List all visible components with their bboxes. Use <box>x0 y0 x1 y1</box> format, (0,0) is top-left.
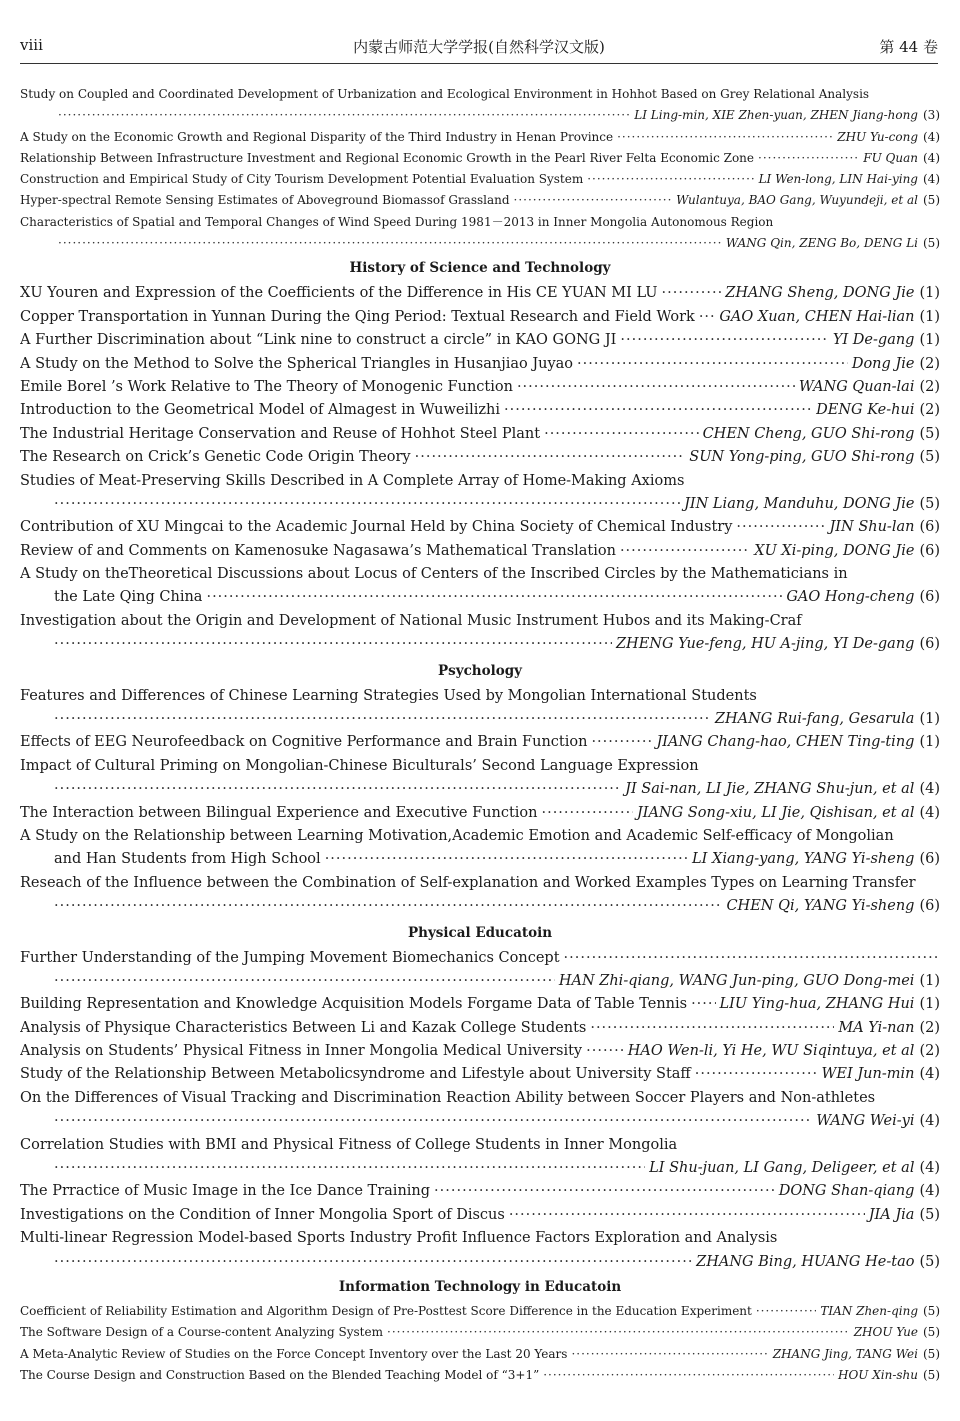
entry-issue: (1) <box>919 332 940 349</box>
entry-authors: WEI Jun-min <box>821 1066 915 1083</box>
entry-title: Contribution of XU Mingcai to the Academic Journal Held by China Society of Chemical Industry <box>20 519 733 536</box>
toc-entry <box>20 1344 940 1365</box>
toc-entry <box>20 1365 940 1386</box>
entry-issue: (4) <box>923 129 940 144</box>
entry-authors: ZHANG Jing, TANG Wei <box>772 1346 918 1361</box>
entry-issue: (6) <box>919 589 940 606</box>
entry-authors: HAO Wen-li, Yi He, WU Siqintuya, et al <box>627 1043 915 1060</box>
toc-entry <box>20 127 940 148</box>
toc-entry <box>20 1040 940 1063</box>
entry-title: Review of and Comments on Kamenosuke Nagasawa’s Mathematical Translation <box>20 542 616 559</box>
entry-title-cont: and Han Students from High School <box>54 851 321 868</box>
entry-issue: (5) <box>923 1325 940 1340</box>
entry-issue: (5) <box>923 1367 940 1382</box>
toc-section <box>20 685 940 919</box>
toc-entry <box>20 329 940 352</box>
entry-title: Construction and Empirical Study of City Tourism Development Potential Evaluation System <box>20 172 584 187</box>
entry-title: A Meta-Analytic Review of Studies on the Force Concept Inventory over the Last 20 Years <box>20 1346 568 1361</box>
entry-authors: Wulantuya, BAO Gang, Wuyundeji, et al <box>676 193 918 208</box>
toc-entry <box>20 212 940 255</box>
toc-entry <box>20 148 940 169</box>
entry-title: The Course Design and Construction Based on the Blended Teaching Model of “3+1” <box>20 1367 540 1382</box>
section-heading: Physical Educatoin <box>407 924 553 941</box>
entry-issue: (5) <box>923 1304 940 1318</box>
entry-authors: ZHOU Yue <box>853 1325 918 1340</box>
entry-title: Relationship Between Infrastructure Investment and Regional Economic Growth in the Pearl River Felta Economic Zone <box>20 150 754 165</box>
entry-authors: HAN Zhi-qiang, WANG Jun-ping, GUO Dong-mei <box>558 972 915 989</box>
entry-authors: GAO Hong-cheng <box>786 589 915 606</box>
entry-issue: (5) <box>919 425 940 442</box>
table-of-contents <box>20 84 940 1386</box>
entry-authors: LIU Ying-hua, ZHANG Hui <box>719 996 915 1013</box>
toc-entry <box>20 190 940 211</box>
entry-authors: GAO Xuan, CHEN Hai-lian <box>719 308 915 325</box>
entry-authors: WANG Qin, ZENG Bo, DENG Li <box>725 236 918 251</box>
entry-authors: ZHANG Bing, HUANG He-tao <box>696 1253 915 1270</box>
entry-title: A Further Discrimination about “Link nine to construct a circle” in KAO GONG JI <box>20 332 617 349</box>
entry-authors: JIANG Chang-hao, CHEN Ting-ting <box>656 734 915 751</box>
toc-entry <box>20 1204 940 1227</box>
section-heading: Information Technology in Educatoin <box>338 1279 622 1295</box>
section-heading: Psychology <box>437 662 523 679</box>
entry-authors: JIA Jia <box>868 1206 915 1223</box>
entry-title-cont: the Late Qing China <box>54 589 203 606</box>
entry-authors: DENG Ke-hui <box>816 402 915 419</box>
entry-authors: LI Wen-long, LIN Hai-ying <box>758 172 918 187</box>
entry-title: Characteristics of Spatial and Temporal Changes of Wind Speed During 1981－2013 in Inner Mongolia Autonomous Region <box>20 214 774 229</box>
toc-entry <box>20 423 940 446</box>
toc-entry <box>20 1134 940 1181</box>
toc-section <box>20 947 940 1274</box>
entry-authors: WANG Wei-yi <box>816 1113 915 1130</box>
entry-title: Investigations on the Condition of Inner Mongolia Sport of Discus <box>20 1206 505 1223</box>
toc-entry <box>20 376 940 399</box>
toc-entry <box>20 353 940 376</box>
entry-issue: (5) <box>923 236 940 251</box>
toc-entry <box>20 1063 940 1086</box>
entry-issue: (4) <box>919 1066 940 1083</box>
entry-issue: (2) <box>919 1043 940 1060</box>
entry-title: Copper Transportation in Yunnan During the Qing Period: Textual Research and Field Work <box>20 308 695 325</box>
running-header <box>20 36 938 58</box>
entry-issue: (6) <box>919 636 940 653</box>
toc-entry <box>20 685 940 732</box>
entry-issue: (5) <box>919 1206 940 1223</box>
entry-title: Analysis of Physique Characteristics Between Li and Kazak College Students <box>20 1019 587 1036</box>
entry-authors: CHEN Qi, YANG Yi-sheng <box>726 898 915 915</box>
toc-entry <box>20 755 940 802</box>
header-rule <box>20 63 938 64</box>
entry-issue: (6) <box>919 542 940 559</box>
toc-entry <box>20 540 940 563</box>
entry-title: Coefficient of Reliability Estimation and Algorithm Design of Pre-Posttest Score Difference in the Education Experiment <box>20 1304 752 1318</box>
volume-number: 第 44 卷 <box>879 38 938 56</box>
toc-entry <box>20 731 940 754</box>
entry-title: XU Youren and Expression of the Coefficients of the Difference in His CE YUAN MI LU <box>20 285 658 302</box>
toc-entry <box>20 1322 940 1343</box>
toc-entry <box>20 470 940 517</box>
entry-issue: (2) <box>919 378 940 395</box>
entry-authors: FU Quan <box>863 150 918 165</box>
entry-issue: (5) <box>923 1346 940 1361</box>
entry-issue: (4) <box>919 1160 940 1177</box>
entry-authors: JIN Liang, Manduhu, DONG Jie <box>684 495 915 512</box>
entry-issue: (1) <box>919 996 940 1013</box>
entry-issue: (6) <box>919 851 940 868</box>
entry-authors: ZHENG Yue-feng, HU A-jing, YI De-gang <box>615 636 915 653</box>
toc-entry <box>20 84 940 127</box>
entry-title: A Study on the Economic Growth and Regional Disparity of the Third Industry in Henan Province <box>20 129 614 144</box>
entry-authors: LI Xiang-yang, YANG Yi-sheng <box>692 851 915 868</box>
entry-authors: LI Shu-juan, LI Gang, Deligeer, et al <box>649 1160 915 1177</box>
entry-issue: (5) <box>923 193 940 208</box>
entry-issue: (6) <box>919 898 940 915</box>
entry-title: Study of the Relationship Between Metabolicsyndrome and Lifestyle about University Staff <box>20 1066 691 1083</box>
entry-authors: JIANG Song-xiu, LI Jie, Qishisan, et al <box>636 804 915 821</box>
entry-title: The Research on Crick’s Genetic Code Origin Theory <box>20 449 411 466</box>
entry-authors: JIN Shu-lan <box>829 519 915 536</box>
page-number: viii <box>20 36 43 54</box>
toc-entry <box>20 872 940 919</box>
entry-issue: (2) <box>919 1019 940 1036</box>
entry-issue: (1) <box>919 308 940 325</box>
toc-entry <box>20 610 940 657</box>
entry-issue: (4) <box>919 781 940 798</box>
entry-issue: (2) <box>919 402 940 419</box>
entry-authors: ZHU Yu-cong <box>837 129 918 144</box>
toc-entry <box>20 563 940 610</box>
entry-title: Analysis on Students’ Physical Fitness in Inner Mongolia Medical University <box>20 1043 583 1060</box>
entry-issue: (1) <box>919 972 940 989</box>
entry-authors: Dong Jie <box>851 355 915 372</box>
entry-issue: (4) <box>919 804 940 821</box>
toc-entry <box>20 516 940 539</box>
entry-title: On the Differences of Visual Tracking and Discrimination Reaction Ability between Soccer Players and Non-athletes <box>20 1089 876 1106</box>
entry-authors: CHEN Cheng, GUO Shi-rong <box>702 425 915 442</box>
entry-title: Building Representation and Knowledge Acquisition Models Forgame Data of Table Tennis <box>20 996 688 1013</box>
entry-issue: (1) <box>919 711 940 728</box>
entry-title: Emile Borel ’s Work Relative to The Theory of Monogenic Function <box>20 378 513 395</box>
toc-entry <box>20 1301 940 1322</box>
entry-issue: (4) <box>919 1183 940 1200</box>
entry-authors: LI Ling-min, XIE Zhen-yuan, ZHEN Jiang-hong <box>634 108 918 123</box>
entry-authors: ZHANG Sheng, DONG Jie <box>725 285 915 302</box>
entry-authors: HOU Xin-shu <box>837 1367 918 1382</box>
entry-issue: (5) <box>919 449 940 466</box>
toc-entry <box>20 947 940 994</box>
toc-entry <box>20 1017 940 1040</box>
journal-title: 内蒙古师范大学学报(自然科学汉文版) <box>353 38 605 56</box>
section-heading: History of Science and Technology <box>349 260 611 277</box>
entry-title: Reseach of the Influence between the Combination of Self-explanation and Worked Examples Types on Learning Transfer <box>20 874 916 891</box>
toc-entry <box>20 446 940 469</box>
toc-entry <box>20 1087 940 1134</box>
entry-authors: DONG Shan-qiang <box>778 1183 915 1200</box>
entry-title: A Study on the Method to Solve the Spherical Triangles in Husanjiao Juyao <box>20 355 574 372</box>
toc-entry <box>20 282 940 305</box>
toc-entry <box>20 802 940 825</box>
entry-title: Impact of Cultural Priming on Mongolian-Chinese Biculturals’ Second Language Expression <box>20 757 699 774</box>
toc-section <box>20 282 940 656</box>
entry-authors: YI De-gang <box>832 332 915 349</box>
entry-title: Investigation about the Origin and Development of National Music Instrument Hubos and its Making-Craf <box>20 612 802 629</box>
entry-title: Further Understanding of the Jumping Movement Biomechanics Concept <box>20 949 560 966</box>
entry-issue: (6) <box>919 519 940 536</box>
entry-issue: (3) <box>923 108 940 123</box>
entry-issue: (4) <box>923 172 940 187</box>
entry-title: The Interaction between Bilingual Experience and Executive Function <box>20 804 538 821</box>
entry-title: Effects of EEG Neurofeedback on Cognitive Performance and Brain Function <box>20 734 588 751</box>
entry-authors: MA Yi-nan <box>838 1019 915 1036</box>
entry-title: The Software Design of a Course-content Analyzing System <box>20 1325 383 1340</box>
toc-entry <box>20 169 940 190</box>
entry-authors: SUN Yong-ping, GUO Shi-rong <box>689 449 915 466</box>
entry-issue: (4) <box>919 1113 940 1130</box>
entry-title: Correlation Studies with BMI and Physical Fitness of College Students in Inner Mongolia <box>20 1136 678 1153</box>
entry-authors: TIAN Zhen-qing <box>820 1304 918 1318</box>
entry-authors: XU Xi-ping, DONG Jie <box>754 542 915 559</box>
entry-title: Multi-linear Regression Model-based Sports Industry Profit Influence Factors Exploration and Analysis <box>20 1230 778 1247</box>
entry-title: The Industrial Heritage Conservation and Reuse of Hohhot Steel Plant <box>20 425 541 442</box>
entry-issue: (1) <box>919 285 940 302</box>
entry-title: Features and Differences of Chinese Learning Strategies Used by Mongolian International Students <box>20 687 757 704</box>
toc-entry <box>20 1180 940 1203</box>
toc-entry <box>20 306 940 329</box>
toc-section <box>20 84 940 254</box>
entry-authors: ZHANG Rui-fang, Gesarula <box>714 711 915 728</box>
toc-entry <box>20 399 940 422</box>
toc-section <box>20 1301 940 1386</box>
entry-title: Studies of Meat-Preserving Skills Described in A Complete Array of Home-Making Axioms <box>20 472 685 489</box>
entry-issue: (5) <box>919 495 940 512</box>
toc-entry <box>20 825 940 872</box>
entry-issue: (2) <box>919 355 940 372</box>
entry-authors: JI Sai-nan, LI Jie, ZHANG Shu-jun, et al <box>625 781 915 798</box>
toc-entry <box>20 993 940 1016</box>
entry-issue: (4) <box>923 150 940 165</box>
entry-title: Study on Coupled and Coordinated Development of Urbanization and Ecological Environment in Hohhot Based on Grey Relational Analysis <box>20 87 870 101</box>
entry-title: Hyper-spectral Remote Sensing Estimates of Aboveground Biomassof Grassland <box>20 193 510 208</box>
entry-title: A Study on the Relationship between Learning Motivation,Academic Emotion and Academic Self-efficacy of Mongolian <box>20 827 894 844</box>
entry-title: A Study on theTheoretical Discussions about Locus of Centers of the Inscribed Circles by the Mathematicians in <box>20 566 848 583</box>
entry-issue: (1) <box>919 734 940 751</box>
toc-entry <box>20 1227 940 1274</box>
entry-authors: WANG Quan-lai <box>798 378 915 395</box>
entry-title: The Prractice of Music Image in the Ice Dance Training <box>20 1183 431 1200</box>
entry-issue: (5) <box>919 1253 940 1270</box>
entry-title: Introduction to the Geometrical Model of Almagest in Wuweilizhi <box>20 402 500 419</box>
